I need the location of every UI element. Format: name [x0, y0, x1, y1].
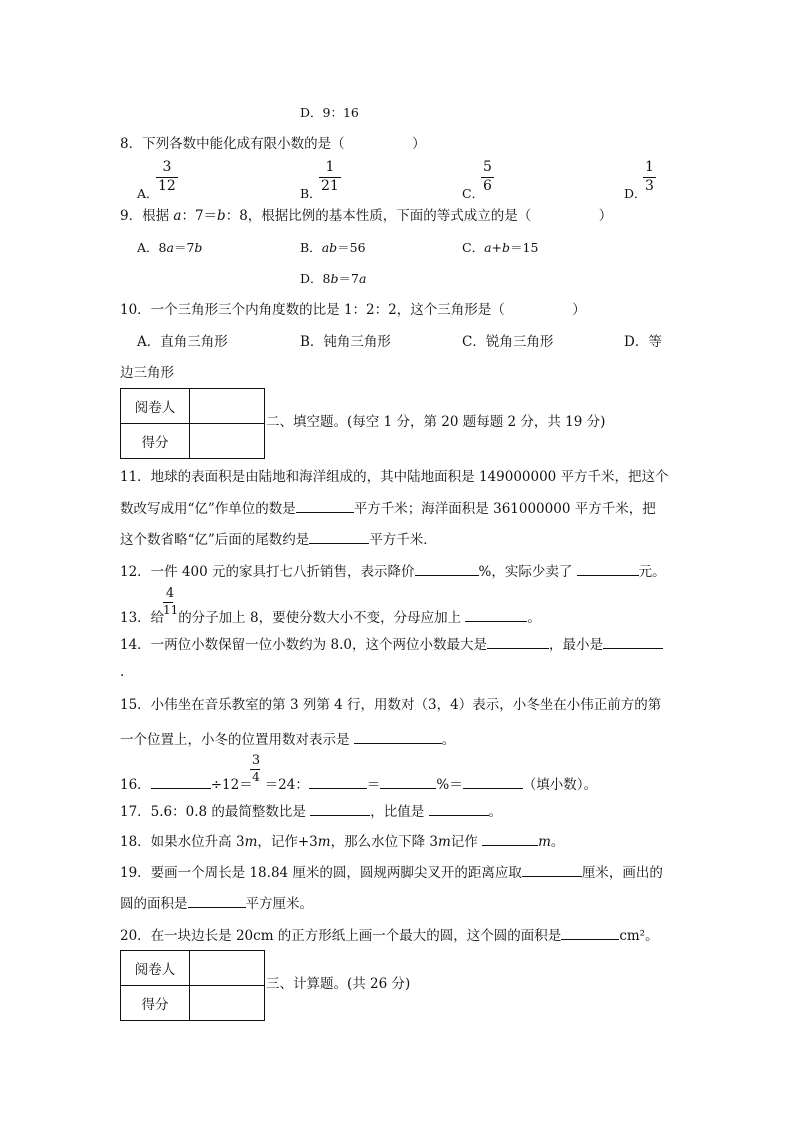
- q12-blank-1[interactable]: [415, 563, 479, 576]
- section3-score-table: [120, 950, 265, 1021]
- q15-text: 。: [441, 732, 456, 748]
- q11-blank-2[interactable]: [309, 531, 369, 544]
- q18-unit: m: [437, 834, 451, 850]
- section3-title: 三、计算题。(共 26 分): [266, 976, 411, 992]
- q19-text: 平方厘米。: [245, 896, 313, 912]
- q8-option-b-denominator: 21: [321, 178, 339, 194]
- section2-reviewer-cell[interactable]: [190, 389, 265, 424]
- q18-unit: m: [244, 834, 258, 850]
- q9-option-d: [300, 271, 366, 287]
- q15-blank[interactable]: [354, 731, 442, 744]
- q9-stem-part: ：8，根据比例的基本性质，下面的等式成立的是（ ）: [225, 208, 613, 224]
- q17-text: ，比值是: [370, 804, 429, 820]
- q16-blank-2[interactable]: [309, 776, 367, 789]
- q13-blank[interactable]: [465, 609, 527, 622]
- q13-text: 。: [527, 610, 541, 626]
- q9-option-var: b: [194, 240, 203, 255]
- q14-line: [120, 636, 663, 653]
- q18-text: ，那么水位下降 3: [330, 834, 438, 850]
- q8-stem: 8．下列各数中能化成有限小数的是（ ）: [120, 136, 426, 152]
- q15-text: 一个位置上，小冬的位置用数对表示是: [120, 732, 354, 748]
- q9-option-c: [462, 240, 538, 256]
- q13-text: 的分子加上 8，要使分数大小不变，分母应加上: [178, 610, 466, 626]
- q19-text: 圆的面积是: [120, 896, 188, 912]
- q16-blank-3[interactable]: [380, 776, 436, 789]
- q8-option-b-fraction: [319, 160, 341, 194]
- q14-blank-1[interactable]: [487, 636, 549, 649]
- q10-option-d-wrap: 边三角形: [120, 365, 174, 381]
- q18-unit: m: [317, 834, 331, 850]
- q13-text: 13．给: [120, 610, 165, 626]
- section2-reviewer-label: 阅卷人: [121, 389, 190, 424]
- q9-option-text: ＝7: [338, 271, 359, 286]
- q8-option-c-fraction: [481, 160, 494, 194]
- q9-option-label: D．8: [300, 271, 331, 286]
- section3-score-cell[interactable]: [190, 986, 265, 1021]
- q12-line: [120, 563, 666, 580]
- q17-line: [120, 803, 502, 820]
- q12-text: 元。: [638, 564, 666, 580]
- q9-option-text: ＝56: [337, 240, 366, 255]
- q12-blank-2[interactable]: [577, 563, 639, 576]
- q9-option-label: B．: [300, 240, 322, 255]
- q11-line3: [120, 531, 437, 548]
- q18-text: 。: [550, 834, 565, 850]
- q11-blank-1[interactable]: [296, 500, 354, 513]
- q13-denominator: 11: [163, 603, 179, 617]
- q10-option-a: A．直角三角形: [137, 334, 228, 350]
- q16-numerator: 3: [251, 753, 261, 768]
- q9-option-var: a: [358, 271, 367, 286]
- q9-option-a: [137, 240, 202, 256]
- q9-var-b: b: [217, 208, 226, 224]
- q17-blank-2[interactable]: [429, 803, 489, 816]
- section3-reviewer-cell[interactable]: [190, 951, 265, 986]
- q9-option-var: ab: [321, 240, 338, 255]
- q18-blank[interactable]: [482, 833, 538, 846]
- q8-option-a-numerator: 3: [162, 159, 172, 175]
- q9-option-var: b: [502, 240, 511, 255]
- q11-text: 平方千米；海洋面积是 361000000 平方千米，把: [353, 501, 656, 517]
- q16-text: （填小数）。: [522, 777, 597, 793]
- q8-option-c-numerator: 5: [483, 159, 492, 175]
- q13-numerator: 4: [165, 586, 175, 601]
- q8-option-b-numerator: 1: [325, 159, 335, 175]
- q9-option-b: [300, 240, 366, 256]
- q17-text: 。: [488, 804, 502, 820]
- q9-var-a: a: [173, 208, 182, 224]
- q8-option-d-denominator: 3: [645, 178, 654, 194]
- q8-option-c-label: C．: [462, 186, 485, 201]
- q16-line: [120, 776, 597, 793]
- q11-line2: [120, 500, 656, 517]
- q18-unit: m: [538, 834, 551, 850]
- q18-line: [120, 833, 564, 850]
- q19-blank-1[interactable]: [522, 864, 582, 877]
- q8-option-b-label: B．: [300, 186, 322, 201]
- section2-title: 二、填空题。(每空 1 分，第 20 题每题 2 分，共 19 分): [266, 414, 606, 430]
- q19-blank-2[interactable]: [188, 895, 246, 908]
- q9-stem-part: 9．根据: [120, 208, 174, 224]
- section3-reviewer-label: 阅卷人: [121, 951, 190, 986]
- section2-score-table: [120, 388, 265, 459]
- q16-text: 16．: [120, 777, 151, 793]
- q12-text: 12．一件 400 元的家具打七八折销售，表示降价: [120, 564, 415, 580]
- q16-blank-1[interactable]: [151, 776, 211, 789]
- q20-text: cm²。: [619, 928, 659, 944]
- q8-option-c-denominator: 6: [483, 178, 492, 194]
- q16-text: ＝: [366, 777, 381, 793]
- q9-option-var: b: [330, 271, 339, 286]
- q10-option-c: C．锐角三角形: [462, 334, 554, 350]
- q9-option-label: A．8: [137, 240, 167, 255]
- q19-line1: [120, 864, 663, 881]
- q11-text: 这个数省略“亿”后面的尾数约是: [120, 532, 310, 548]
- section2-score-label: 得分: [121, 424, 190, 459]
- q19-line2: [120, 895, 313, 912]
- q15-line2: [120, 731, 455, 748]
- q16-text: %＝: [436, 777, 463, 793]
- q18-text: 记作: [450, 834, 483, 850]
- q20-line: [120, 927, 659, 944]
- q11-line1: 11．地球的表面积是由陆地和海洋组成的，其中陆地面积是 149000000 平方千米，把这个: [120, 469, 669, 485]
- q16-text: ＝24：: [264, 777, 309, 793]
- q20-blank[interactable]: [561, 927, 619, 940]
- q11-text: 平方千米．: [369, 532, 437, 548]
- q7-option-d: D．9：16: [300, 105, 359, 120]
- q8-option-d-label: D．: [624, 186, 647, 201]
- q20-text: 20．在一块边长是 20cm 的正方形纸上画一个最大的圆，这个圆的面积是: [120, 928, 562, 944]
- q9-option-label: C．: [462, 240, 485, 255]
- q14-text: 14．一两位小数保留一位小数约为 8.0，这个两位小数最大是: [120, 637, 487, 653]
- q9-stem: [120, 208, 612, 224]
- q8-option-a-fraction: [156, 160, 178, 194]
- q12-text: %，实际少卖了: [478, 564, 577, 580]
- section3-score-label: 得分: [121, 986, 190, 1021]
- q10-option-b: B．钝角三角形: [300, 334, 391, 350]
- q11-text: 数改写成用“亿”作单位的数是: [120, 501, 296, 517]
- q8-option-a-denominator: 12: [158, 178, 176, 194]
- q8-option-d-numerator: 1: [645, 159, 654, 175]
- q14-text: ，最小是: [548, 637, 603, 653]
- q16-text: ÷12＝: [210, 777, 253, 793]
- q9-option-text: +: [491, 240, 503, 255]
- q18-text: ，记作+3: [257, 834, 318, 850]
- q9-option-text: ＝15: [510, 240, 539, 255]
- q16-denominator: 4: [252, 770, 260, 784]
- q9-stem-part: ：7＝: [181, 208, 218, 224]
- q17-blank-1[interactable]: [310, 803, 370, 816]
- q16-blank-4[interactable]: [463, 776, 523, 789]
- q19-text: 19．要画一个周长是 18.84 厘米的圆，圆规两脚尖叉开的距离应取: [120, 865, 522, 881]
- q19-text: 厘米，画出的: [581, 865, 663, 881]
- q10-option-d: D．等: [624, 334, 662, 350]
- q9-option-var: a: [166, 240, 174, 255]
- q17-text: 17．5.6：0.8 的最简整数比是: [120, 804, 311, 820]
- section2-score-cell[interactable]: [190, 424, 265, 459]
- q15-line1: 15．小伟坐在音乐教室的第 3 列第 4 行，用数对（3，4）表示，小冬坐在小伟正前方的第: [120, 697, 662, 713]
- q9-option-var: a: [484, 240, 492, 255]
- q14-blank-2[interactable]: [603, 636, 663, 649]
- q10-stem: 10．一个三角形三个内角度数的比是 1：2：2，这个三角形是（ ）: [120, 302, 586, 318]
- q14-wrap: .: [120, 664, 125, 680]
- q8-option-d-fraction: [643, 160, 656, 194]
- q8-option-a-label: A．: [137, 186, 159, 201]
- q9-option-text: ＝7: [173, 240, 195, 255]
- q18-text: 18．如果水位升高 3: [120, 834, 245, 850]
- q13-line: [120, 609, 541, 626]
